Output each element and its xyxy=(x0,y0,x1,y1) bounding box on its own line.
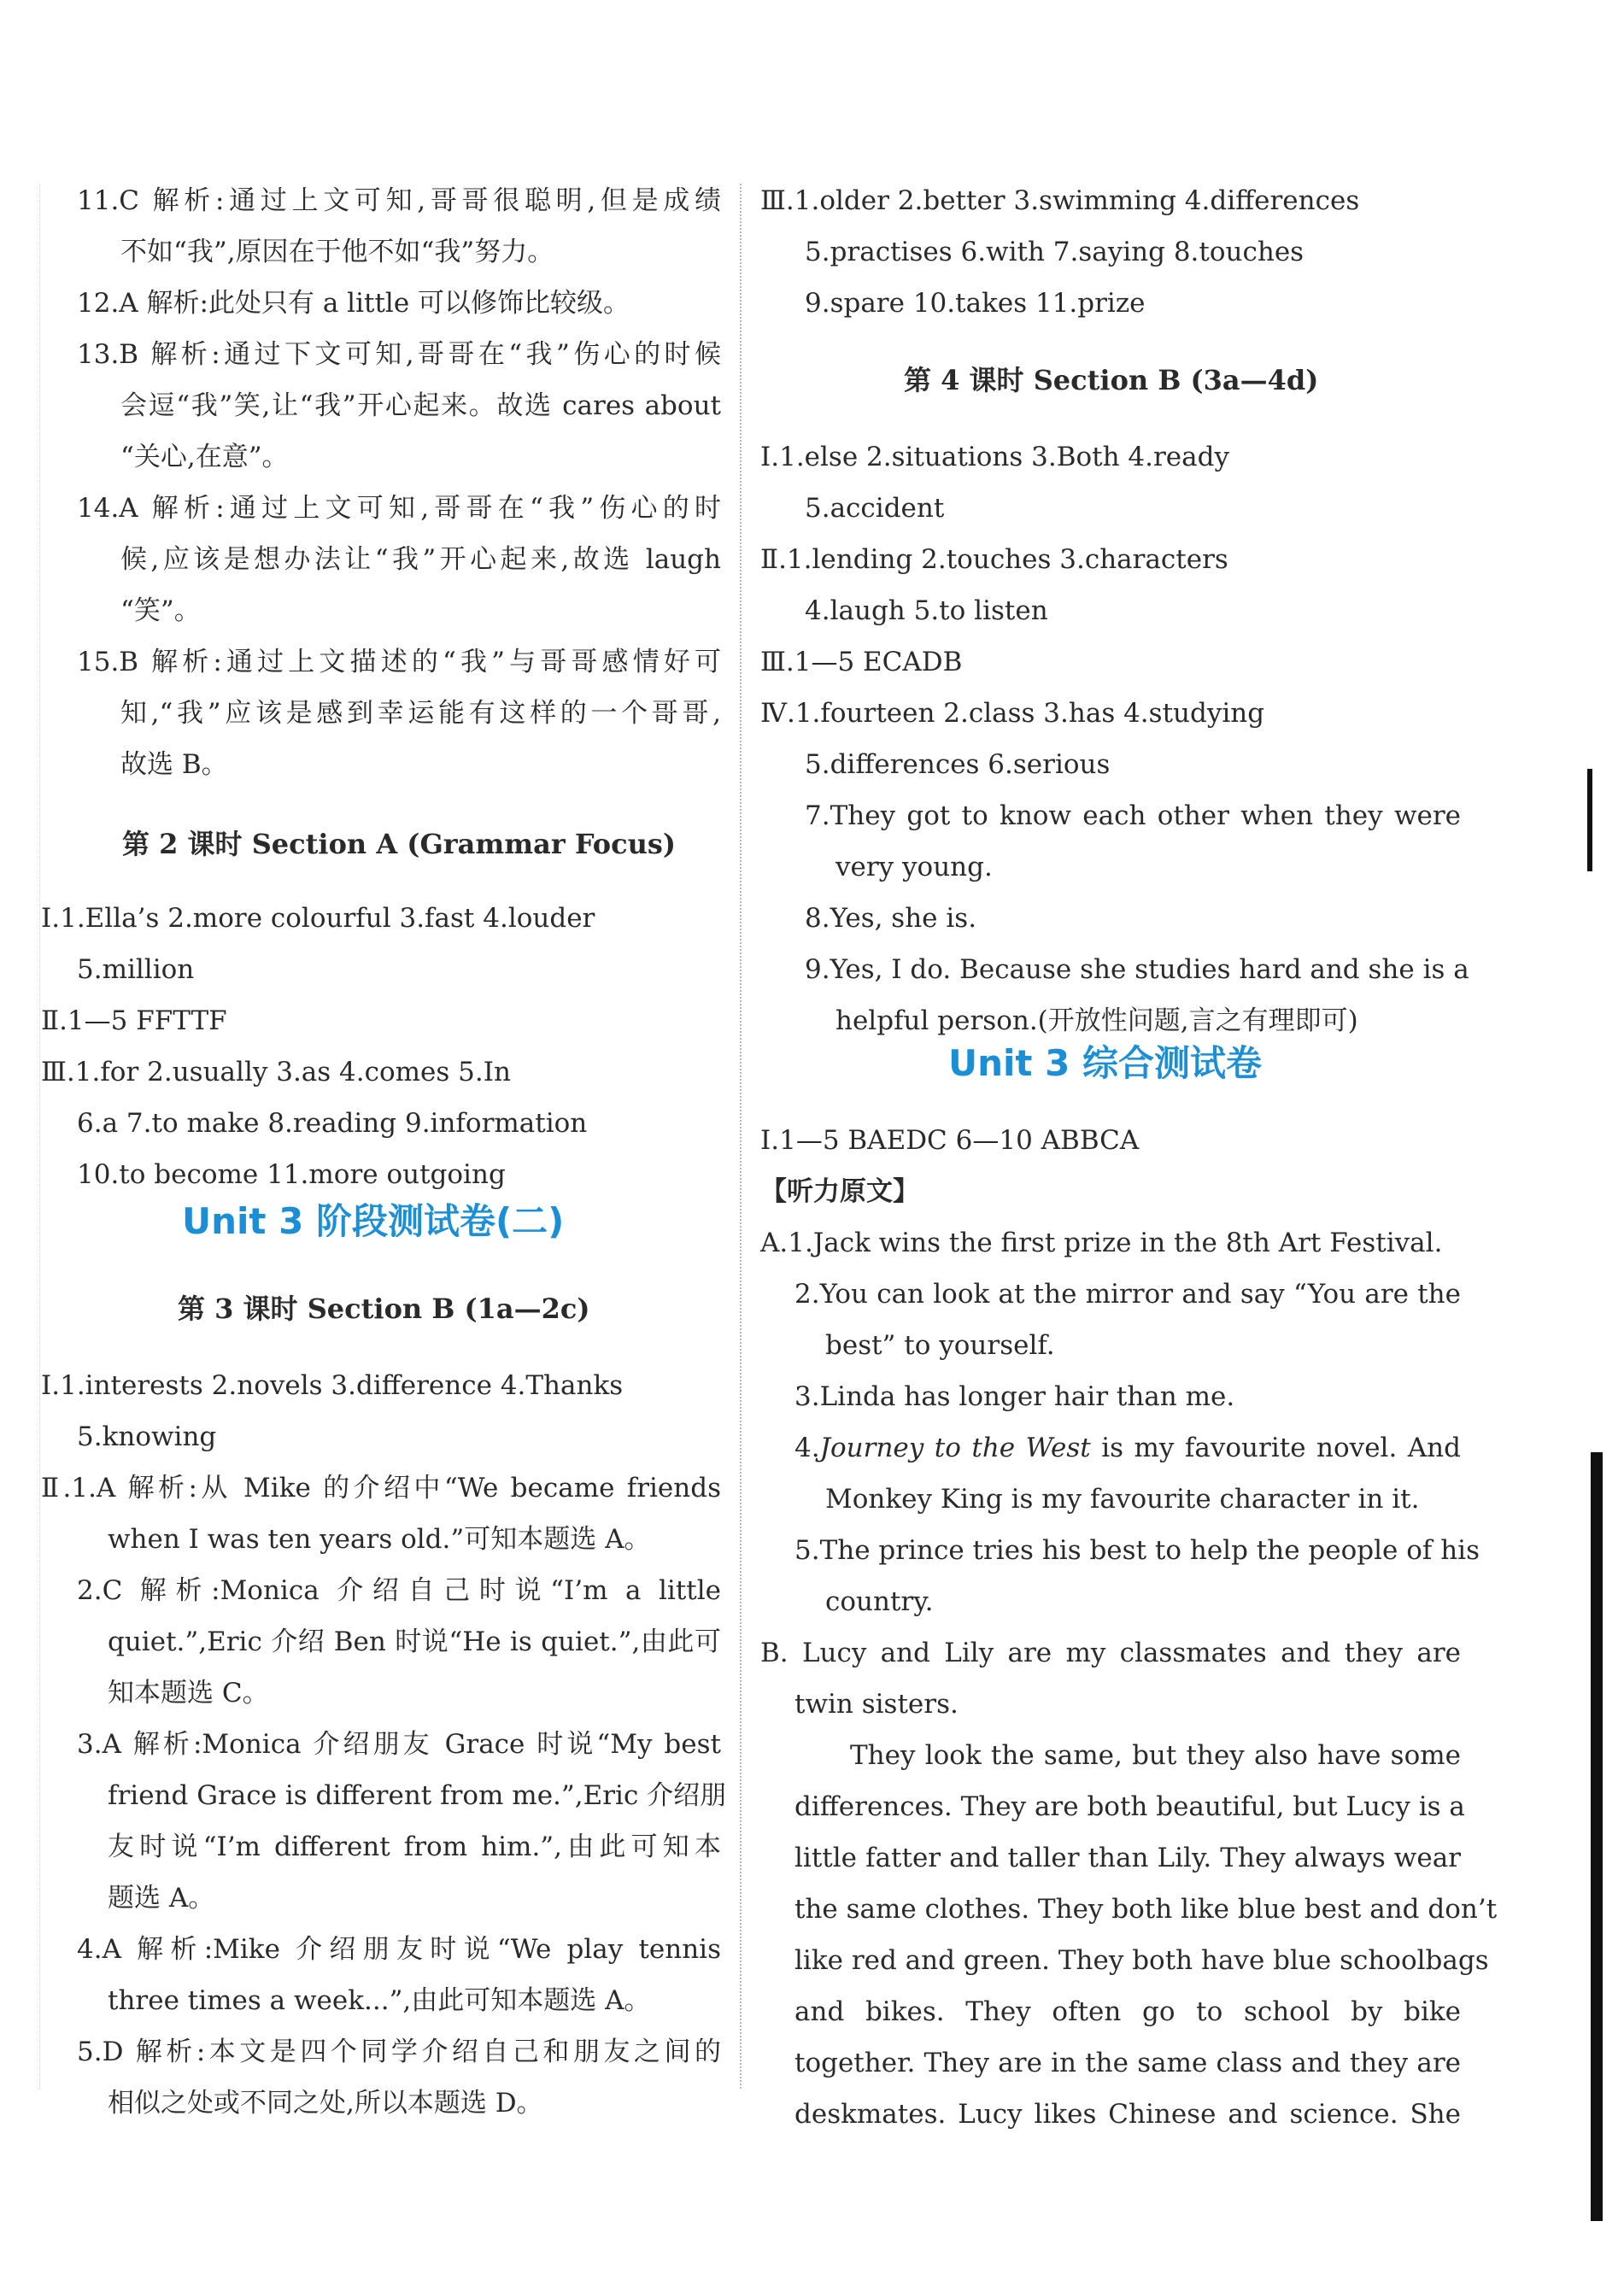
right-text-line: 9.spare 10.takes 11.prize xyxy=(805,288,1146,319)
left-text-line: 第 2 课时 Section A (Grammar Focus) xyxy=(122,828,677,860)
right-text-line: like red and green. They both have blue schoolbags xyxy=(794,1945,1489,1976)
right-text-line: differences. They are both beautiful, but Lucy is a xyxy=(794,1791,1465,1822)
left-text-line: 4.A 解析:Mike 介绍朋友时说“We play tennis xyxy=(77,1934,721,1965)
right-text-line: deskmates. Lucy likes Chinese and science. She xyxy=(794,2099,1461,2130)
sentence-rest: is my favourite novel. And xyxy=(1090,1433,1461,1463)
left-text-line: 15.B 解析:通过上文描述的“我”与哥哥感情好可 xyxy=(77,647,721,677)
left-text-line: Ⅱ.1—5 FFTTF xyxy=(41,1005,227,1036)
right-text-line: Ⅱ.1.lending 2.touches 3.characters xyxy=(760,544,1228,575)
scan-edge-mark xyxy=(1591,1452,1603,2221)
right-text-line: Unit 3 综合测试卷 xyxy=(948,1042,1262,1084)
left-text-line: friend Grace is different from me.”,Eric 介绍朋 xyxy=(108,1780,727,1811)
left-text-line: 11.C 解析:通过上文可知,哥哥很聪明,但是成绩 xyxy=(77,185,721,216)
right-text-line: Ⅲ.1.older 2.better 3.swimming 4.differences xyxy=(760,185,1360,216)
right-text-line: helpful person.(开放性问题,言之有理即可) xyxy=(835,1005,1358,1036)
right-text-line: together. They are in the same class and they are xyxy=(794,2048,1461,2078)
left-text-line: Unit 3 阶段测试卷(二) xyxy=(182,1200,565,1242)
right-text-line: They look the same, but they also have some xyxy=(850,1740,1461,1771)
right-text-line: very young. xyxy=(835,852,993,882)
left-text-line: 不如“我”,原因在于他不如“我”努力。 xyxy=(120,237,554,267)
left-text-line: 题选 A。 xyxy=(108,1883,215,1914)
right-text-line: A.1.Jack wins the first prize in the 8th Art Festival. xyxy=(760,1228,1443,1258)
right-text-line: 5.accident xyxy=(805,493,945,524)
left-text-line: 友时说“I’m different from him.”,由此可知本 xyxy=(108,1832,721,1862)
left-text-line: 6.a 7.to make 8.reading 9.information xyxy=(77,1108,588,1139)
left-text-line: 知,“我”应该是感到幸运能有这样的一个哥哥, xyxy=(120,698,721,729)
right-text-line: and bikes. They often go to school by bike xyxy=(794,1996,1461,2027)
left-text-line: 14.A 解析:通过上文可知,哥哥在“我”伤心的时 xyxy=(77,493,721,524)
left-text-line: Ⅲ.1.for 2.usually 3.as 4.comes 5.In xyxy=(41,1057,511,1087)
left-text-line: 相似之处或不同之处,所以本题选 D。 xyxy=(108,2088,543,2119)
right-text-line: 5.differences 6.serious xyxy=(805,749,1111,780)
left-text-line: 3.A 解析:Monica 介绍朋友 Grace 时说“My best xyxy=(77,1729,721,1760)
left-text-line: Ⅰ.1.interests 2.novels 3.difference 4.Thanks xyxy=(41,1370,624,1401)
left-text-line: 5.knowing xyxy=(77,1421,217,1452)
right-text-line: 2.You can look at the mirror and say “You are the xyxy=(794,1279,1461,1310)
right-text-line xyxy=(794,1431,1461,1465)
scan-edge-mark xyxy=(1587,769,1592,871)
left-text-line: quiet.”,Eric 介绍 Ben 时说“He is quiet.”,由此可 xyxy=(108,1626,721,1657)
right-text-line: 9.Yes, I do. Because she studies hard and she is a xyxy=(805,954,1469,985)
right-text-line: Ⅲ.1—5 ECADB xyxy=(760,647,963,677)
left-text-line: 12.A 解析:此处只有 a little 可以修饰比较级。 xyxy=(77,288,630,319)
item-number: 4. xyxy=(794,1433,820,1463)
right-text-line: 5.practises 6.with 7.saying 8.touches xyxy=(805,237,1304,267)
left-text-line: 13.B 解析:通过下文可知,哥哥在“我”伤心的时候 xyxy=(77,339,721,370)
left-text-line: 10.to become 11.more outgoing xyxy=(77,1159,506,1190)
right-text-line: the same clothes. They both like blue best and don’t xyxy=(794,1894,1498,1925)
left-text-line: 候,应该是想办法让“我”开心起来,故选 laugh xyxy=(120,544,721,575)
right-text-line: twin sisters. xyxy=(794,1689,959,1720)
column-divider xyxy=(740,184,742,2089)
right-text-line: country. xyxy=(825,1586,934,1617)
right-text-line: 第 4 课时 Section B (3a—4d) xyxy=(904,364,1319,396)
left-text-line: “笑”。 xyxy=(120,595,201,626)
right-text-line: Ⅰ.1.else 2.situations 3.Both 4.ready xyxy=(760,442,1229,472)
right-text-line: B. Lucy and Lily are my classmates and they are xyxy=(760,1638,1461,1668)
left-text-line: when I was ten years old.”可知本题选 A。 xyxy=(108,1524,651,1555)
right-text-line: Ⅳ.1.fourteen 2.class 3.has 4.studying xyxy=(760,698,1265,729)
right-text-line: Monkey King is my favourite character in it. xyxy=(825,1484,1420,1515)
left-text-line: 2.C 解析:Monica 介绍自己时说“I’m a little xyxy=(77,1575,721,1606)
left-text-line: 会逗“我”笑,让“我”开心起来。故选 cares about xyxy=(120,390,721,421)
left-text-line: 5.million xyxy=(77,954,195,985)
left-text-line: 第 3 课时 Section B (1a—2c) xyxy=(178,1292,590,1325)
right-text-line: best” to yourself. xyxy=(825,1330,1055,1361)
left-text-line: 知本题选 C。 xyxy=(108,1678,269,1709)
left-margin-rule xyxy=(39,184,40,2089)
right-text-line: 3.Linda has longer hair than me. xyxy=(794,1381,1235,1412)
left-text-line: 5.D 解析:本文是四个同学介绍自己和朋友之间的 xyxy=(77,2037,721,2067)
left-text-line: three times a week...”,由此可知本题选 A。 xyxy=(108,1985,651,2016)
right-text-line: 7.They got to know each other when they were xyxy=(805,800,1461,831)
right-text-line: 5.The prince tries his best to help the people of his xyxy=(794,1535,1480,1566)
right-text-line: Ⅰ.1—5 BAEDC 6—10 ABBCA xyxy=(760,1125,1140,1156)
novel-title: Journey to the West xyxy=(819,1433,1091,1463)
right-text-line: 8.Yes, she is. xyxy=(805,903,977,934)
right-text-line: 【听力原文】 xyxy=(760,1176,919,1207)
right-text-line: little fatter and taller than Lily. They always wear xyxy=(794,1843,1461,1873)
left-text-line: 故选 B。 xyxy=(120,749,228,780)
right-text-line: 4.laugh 5.to listen xyxy=(805,595,1048,626)
left-text-line: Ⅱ.1.A 解析:从 Mike 的介绍中“We became friends xyxy=(41,1473,721,1503)
left-text-line: “关心,在意”。 xyxy=(120,442,289,472)
left-text-line: Ⅰ.1.Ella’s 2.more colourful 3.fast 4.louder xyxy=(41,903,595,934)
